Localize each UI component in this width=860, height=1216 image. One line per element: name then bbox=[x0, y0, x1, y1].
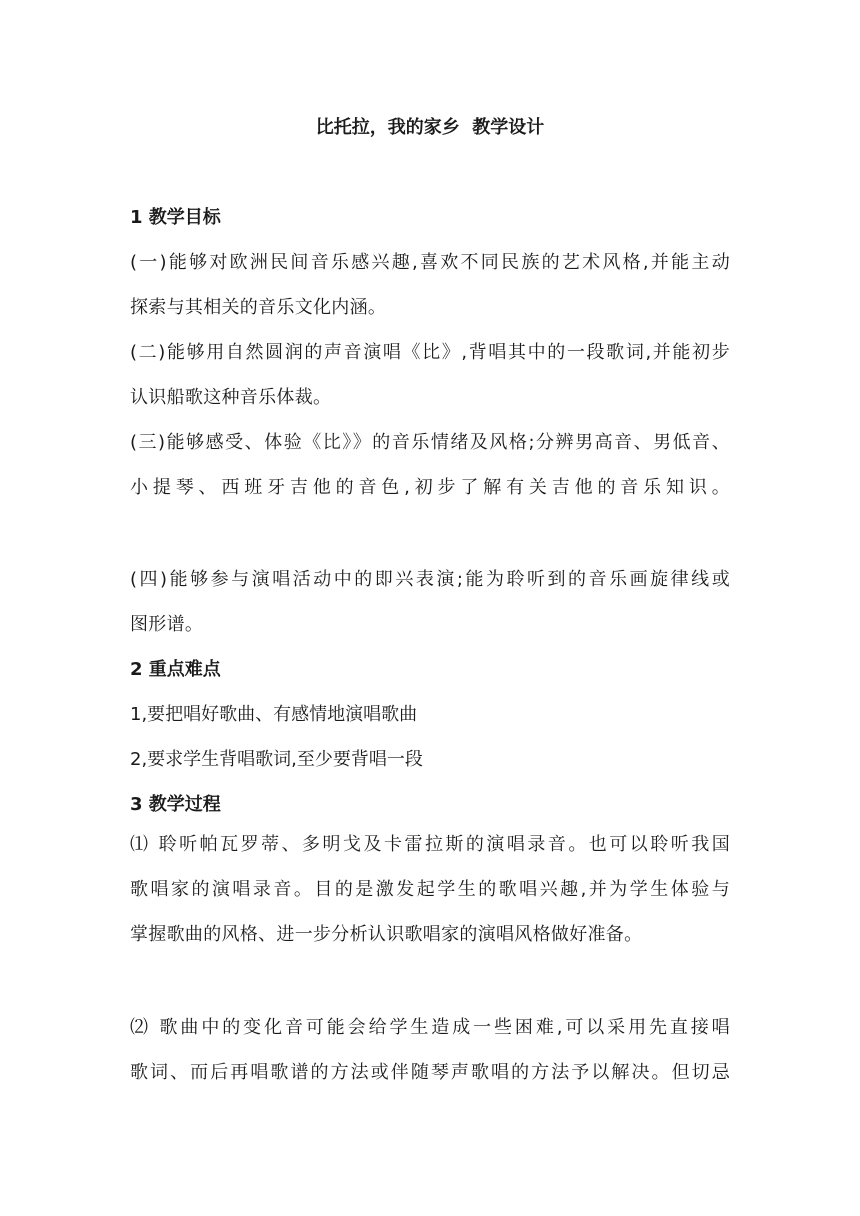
section-heading-process: 3 教学过程 bbox=[130, 794, 221, 815]
paragraph-line: 小提琴、西班牙吉他的音色,初步了解有关吉他的音乐知识。 bbox=[130, 477, 730, 498]
objective-item-4 bbox=[130, 557, 730, 647]
objective-item-2 bbox=[130, 330, 730, 420]
process-step-2 bbox=[130, 1005, 730, 1095]
paragraph-line: (一)能够对欧洲民间音乐感兴趣,喜欢不同民族的艺术风格,并能主动 bbox=[130, 252, 730, 273]
section-heading-key-points: 2 重点难点 bbox=[130, 659, 221, 680]
key-point-2: 2,要求学生背唱歌词,至少要背唱一段 bbox=[130, 749, 423, 770]
paragraph-line: 掌握歌曲的风格、进一步分析认识歌唱家的演唱风格做好准备。 bbox=[130, 924, 643, 945]
paragraph-line: 歌词、而后再唱歌谱的方法或伴随琴声歌唱的方法予以解决。但切忌 bbox=[130, 1062, 730, 1083]
document-title: 比托拉，我的家乡 教学设计 bbox=[315, 117, 545, 138]
process-step-1 bbox=[130, 822, 730, 957]
section-heading-objectives: 1 教学目标 bbox=[130, 207, 221, 228]
objective-item-1 bbox=[130, 240, 730, 330]
paragraph-line: 图形谱。 bbox=[130, 614, 204, 635]
paragraph-line: ⑴ 聆听帕瓦罗蒂、多明戈及卡雷拉斯的演唱录音。也可以聆听我国 bbox=[130, 834, 730, 855]
paragraph-line: 认识船歌这种音乐体裁。 bbox=[130, 387, 332, 408]
paragraph-line: 歌唱家的演唱录音。目的是激发起学生的歌唱兴趣,并为学生体验与 bbox=[130, 879, 730, 900]
objective-item-3 bbox=[130, 420, 730, 510]
paragraph-line: (三)能够感受、体验《比》》的音乐情绪及风格;分辨男高音、男低音、 bbox=[130, 432, 730, 453]
paragraph-line: ⑵ 歌曲中的变化音可能会给学生造成一些困难,可以采用先直接唱 bbox=[130, 1017, 730, 1038]
paragraph-line: (二)能够用自然圆润的声音演唱《比》,背唱其中的一段歌词,并能初步 bbox=[130, 342, 730, 363]
key-point-1: 1,要把唱好歌曲、有感情地演唱歌曲 bbox=[130, 704, 418, 725]
paragraph-line: 探索与其相关的音乐文化内涵。 bbox=[130, 297, 387, 318]
paragraph-line: (四)能够参与演唱活动中的即兴表演;能为聆听到的音乐画旋律线或 bbox=[130, 569, 730, 590]
